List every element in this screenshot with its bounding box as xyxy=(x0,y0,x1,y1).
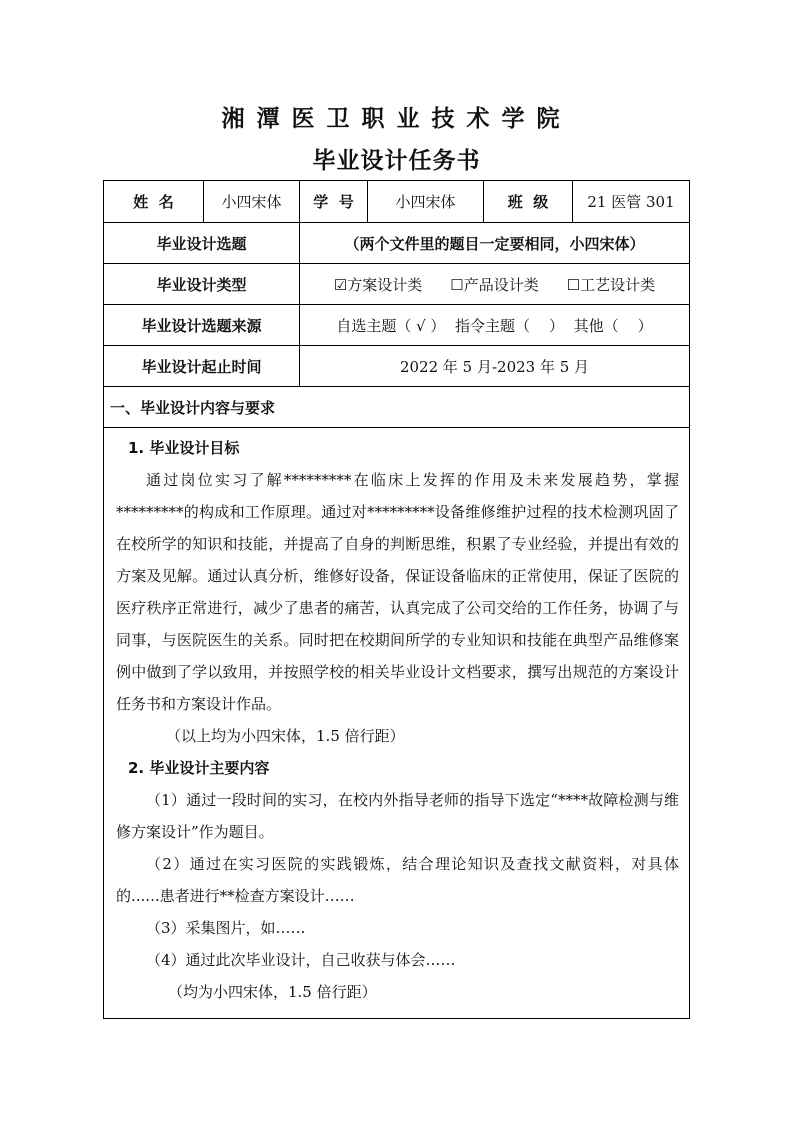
school-title: 湘潭医卫职业技术学院 xyxy=(221,106,572,132)
goal-text: 通过岗位实习了解*********在临床上发挥的作用及未来发展趋势，掌握*********的构成和工作原理。通过对*********设备维修维护过程的技术检测巩固了在校所学的知识和技能，并提高了自身的判断思维，积累了专业经验，并提出有效的方案及见解。通过认真分析，维修好设备，保证设备临床的正常使用，保证了医院的医疗秩序正常进行，减少了患者的痛苦，认真完成了公司交给的工作任务，协调了与同事，与医院医生的关系。同时把在校期间所学的专业知识和技能在典型产品维修案例中做到了学以致用，并按照学校的相关毕业设计文档要求，撰写出规范的方案设计任务书和方案设计作品。 xyxy=(116,471,679,713)
type-label: 毕业设计类型 xyxy=(104,264,300,304)
student-id-value: 小四宋体 xyxy=(368,181,484,222)
task-table xyxy=(103,180,690,1019)
class-label: 班 级 xyxy=(484,181,573,222)
source-label: 毕业设计选题来源 xyxy=(104,305,300,345)
content-item-2: （2）通过在实习医院的实践锻炼，结合理论知识及查找文献资料，对具体的......患者进行**检查方案设计…… xyxy=(116,855,679,905)
class-value: 21 医管 301 xyxy=(587,193,675,211)
topic-label: 毕业设计选题 xyxy=(104,223,300,263)
section-heading-row xyxy=(104,387,689,428)
content-item-3: （3）采集图片，如…… xyxy=(146,919,306,937)
period-row xyxy=(104,346,689,387)
source-row xyxy=(104,305,689,346)
content-item-1: （1）通过一段时间的实习，在校内外指导老师的指导下选定“****故障检测与维修方案设计”作为题目。 xyxy=(116,791,679,841)
content-heading: 2. 毕业设计主要内容 xyxy=(128,759,270,777)
document-title: 毕业设计任务书 xyxy=(312,148,481,174)
period-value: 2022 年 5 月-2023 年 5 月 xyxy=(399,357,590,376)
name-label: 姓 名 xyxy=(104,181,204,222)
type-option-scheme[interactable]: ☑方案设计类 xyxy=(333,275,423,294)
content-row xyxy=(104,428,689,1018)
student-id-label: 学 号 xyxy=(300,181,368,222)
content-item-4: （4）通过此次毕业设计，自己收获与体会…… xyxy=(146,951,456,969)
content-body xyxy=(104,428,689,1018)
name-value: 小四宋体 xyxy=(204,181,300,222)
info-row xyxy=(104,181,689,223)
type-option-product[interactable]: ☐产品设计类 xyxy=(450,275,539,294)
goal-heading: 1. 毕业设计目标 xyxy=(128,439,240,457)
topic-value: （两个文件里的题目一定要相同，小四宋体） xyxy=(344,234,645,253)
content-note: （均为小四宋体，1.5 倍行距） xyxy=(168,983,377,1001)
type-options xyxy=(300,264,689,304)
type-row xyxy=(104,264,689,305)
topic-row xyxy=(104,223,689,264)
source-value: 自选主题（ √ ） 指令主题（ ） 其他（ ） xyxy=(336,316,653,335)
section-heading: 一、毕业设计内容与要求 xyxy=(110,398,276,417)
goal-note: （以上均为小四宋体，1.5 倍行距） xyxy=(166,727,405,745)
period-label: 毕业设计起止时间 xyxy=(104,346,300,386)
type-option-process[interactable]: ☐工艺设计类 xyxy=(566,275,656,294)
